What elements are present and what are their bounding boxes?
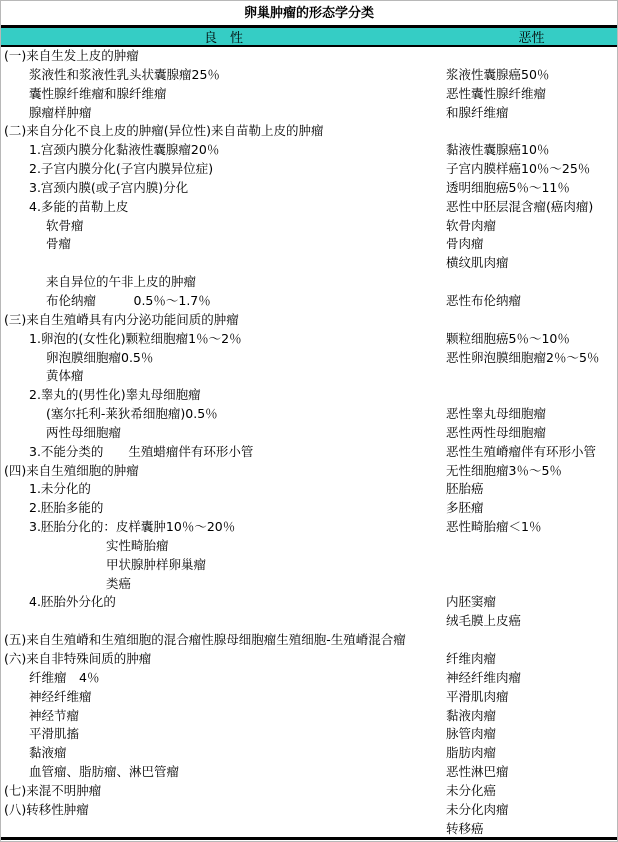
table-row (1, 688, 617, 707)
table-row (1, 104, 617, 123)
malignant-cell: 黏液肉瘤 (446, 707, 497, 723)
benign-cell: 2.子宫内膜分化(子宫内膜异位症) (29, 161, 214, 177)
table-header-bar (1, 25, 617, 47)
benign-cell: 3.胚胎分化的：皮样囊肿10％～20％ (29, 519, 236, 535)
benign-cell: 来自异位的午非上皮的肿瘤 (46, 274, 197, 290)
malignant-cell: 未分化肉瘤 (446, 801, 509, 817)
table-row (1, 292, 617, 311)
benign-cell: 1.卵泡的(女性化)颗粒细胞瘤1％～2％ (29, 330, 242, 346)
malignant-cell: 恶性生殖嵴瘤伴有环形小管 (446, 443, 597, 459)
benign-cell: 2.胚胎多能的 (29, 500, 104, 516)
table-row (1, 349, 617, 368)
table-row (1, 725, 617, 744)
malignant-cell: 恶性卵泡膜细胞瘤2％～5％ (446, 349, 600, 365)
benign-cell: (七)来混不明肿瘤 (4, 782, 102, 798)
benign-cell: 软骨瘤 (46, 217, 84, 233)
benign-column-header: 良 性 (203, 31, 243, 46)
malignant-cell: 横纹肌肉瘤 (446, 255, 509, 271)
table-row (1, 198, 617, 217)
table-row (1, 367, 617, 386)
benign-cell: 卵泡膜细胞瘤0.5％ (46, 349, 154, 365)
malignant-column-header: 恶性 (518, 31, 545, 46)
malignant-cell: 内胚窦瘤 (446, 594, 497, 610)
benign-cell: 纤维瘤 4％ (29, 669, 100, 685)
malignant-cell: 黏液性囊腺癌10％ (446, 142, 550, 158)
malignant-cell: 纤维肉瘤 (446, 651, 497, 666)
benign-cell: 腺瘤样肿瘤 (29, 104, 92, 120)
benign-cell: 甲状腺肿样卵巢瘤 (106, 556, 207, 572)
table-row (1, 480, 617, 499)
benign-cell: 浆液性和浆液性乳头状囊腺瘤25％ (29, 66, 220, 82)
benign-cell: (六)来自非特殊间质的肿瘤 (4, 651, 152, 666)
benign-cell: 1.宫颈内膜分化黏液性囊腺瘤20％ (29, 142, 220, 158)
benign-cell: 神经纤维瘤 (29, 688, 92, 704)
benign-cell: 1.未分化的 (29, 481, 91, 497)
benign-cell: (一)来自生发上皮的肿瘤 (4, 48, 139, 63)
benign-cell: 黄体瘤 (46, 368, 84, 384)
malignant-cell: 平滑肌肉瘤 (446, 688, 509, 704)
malignant-cell: 恶性两性母细胞瘤 (446, 424, 547, 440)
table-row (1, 85, 617, 104)
malignant-cell: 软骨肉瘤 (446, 217, 497, 233)
malignant-cell: 多胚瘤 (446, 500, 484, 516)
malignant-cell: 和腺纤维瘤 (446, 104, 509, 120)
malignant-cell: 恶性睾丸母细胞瘤 (446, 406, 547, 422)
malignant-cell: 骨肉瘤 (446, 236, 484, 252)
benign-cell: (五)来自生殖嵴和生殖细胞的混合瘤性腺母细胞瘤生殖细胞-生殖嵴混合瘤 (4, 632, 406, 648)
table-row (1, 254, 617, 273)
malignant-cell: 子宫内膜样癌10％～25％ (446, 161, 591, 177)
malignant-cell: 恶性中胚层混含瘤(癌肉瘤) (446, 198, 594, 214)
benign-cell: 血管瘤、脂肪瘤、淋巴管瘤 (29, 764, 180, 780)
table-row (1, 443, 617, 462)
malignant-cell: 神经纤维肉瘤 (446, 669, 522, 685)
table-row (1, 650, 617, 669)
benign-cell: 4.多能的苗勒上皮 (29, 198, 129, 214)
malignant-cell: 透明细胞癌5％～11％ (446, 179, 570, 195)
table-row (1, 593, 617, 612)
table-row (1, 141, 617, 160)
table-row (1, 744, 617, 763)
table-row (1, 707, 617, 726)
benign-cell: (二)来自分化不良上皮的肿瘤(异位性)来自苗勒上皮的肿瘤 (4, 123, 324, 139)
malignant-cell: 未分化癌 (446, 782, 497, 798)
classification-table (1, 47, 617, 838)
table-row (1, 235, 617, 254)
benign-cell: 2.睾丸的(男性化)睾丸母细胞瘤 (29, 387, 201, 403)
table-row (1, 405, 617, 424)
table-row (1, 782, 617, 801)
table-row (1, 47, 617, 66)
benign-cell: (八)转移性肿瘤 (4, 801, 89, 817)
benign-cell: 布伦纳瘤 0.5％～1.7％ (46, 292, 211, 308)
table-row (1, 160, 617, 179)
benign-cell: 平滑肌搐 (29, 726, 80, 742)
malignant-cell: 脉管肉瘤 (446, 726, 497, 742)
table-row (1, 518, 617, 537)
malignant-cell: 胚胎癌 (446, 481, 484, 497)
benign-cell: (三)来自生殖嵴具有内分泌功能间质的肿瘤 (4, 311, 239, 327)
malignant-cell: 浆液性囊腺癌50％ (446, 66, 550, 82)
malignant-cell: 恶性布伦纳瘤 (446, 292, 522, 308)
table-row (1, 801, 617, 820)
table-row (1, 537, 617, 556)
table-row (1, 424, 617, 443)
malignant-cell: 恶性畸胎瘤＜1％ (446, 519, 542, 535)
benign-cell: 囊性腺纤维瘤和腺纤维瘤 (29, 85, 167, 101)
table-row (1, 763, 617, 782)
table-row (1, 66, 617, 85)
table-row (1, 669, 617, 688)
bottom-rule (1, 837, 617, 840)
table-row (1, 631, 617, 650)
benign-cell: 类癌 (106, 575, 132, 591)
malignant-cell: 恶性囊性腺纤维瘤 (446, 85, 547, 101)
benign-cell: 骨瘤 (46, 236, 72, 252)
table-row (1, 556, 617, 575)
table-row (1, 462, 617, 481)
malignant-cell: 转移癌 (446, 820, 484, 836)
table-row (1, 330, 617, 349)
page-title: 卵巢肿瘤的形态学分类 (243, 6, 374, 21)
benign-cell: 4.胚胎外分化的 (29, 594, 116, 610)
benign-cell: (塞尔托利-莱狄希细胞瘤)0.5％ (46, 406, 218, 422)
malignant-cell: 无性细胞瘤3％～5％ (446, 462, 562, 478)
benign-cell: 两性母细胞瘤 (46, 424, 122, 440)
malignant-cell: 颗粒细胞癌5％～10％ (446, 330, 570, 346)
table-row (1, 273, 617, 292)
malignant-cell: 恶性淋巴瘤 (446, 764, 509, 780)
malignant-cell: 脂肪肉瘤 (446, 745, 497, 761)
table-row (1, 386, 617, 405)
table-row (1, 575, 617, 594)
table-row (1, 820, 617, 839)
benign-cell: 黏液瘤 (29, 745, 67, 761)
table-row (1, 499, 617, 518)
table-row (1, 311, 617, 330)
malignant-cell: 绒毛膜上皮癌 (446, 613, 522, 629)
benign-cell: (四)来自生殖细胞的肿瘤 (4, 462, 139, 478)
benign-cell: 3.不能分类的 生殖蜡瘤伴有环形小管 (29, 443, 254, 459)
table-row (1, 122, 617, 141)
benign-cell: 3.宫颈内膜(或子宫内膜)分化 (29, 179, 189, 195)
table-row (1, 179, 617, 198)
table-row (1, 612, 617, 631)
benign-cell: 实性畸胎瘤 (106, 537, 169, 553)
table-row (1, 217, 617, 236)
benign-cell: 神经节瘤 (29, 707, 80, 723)
